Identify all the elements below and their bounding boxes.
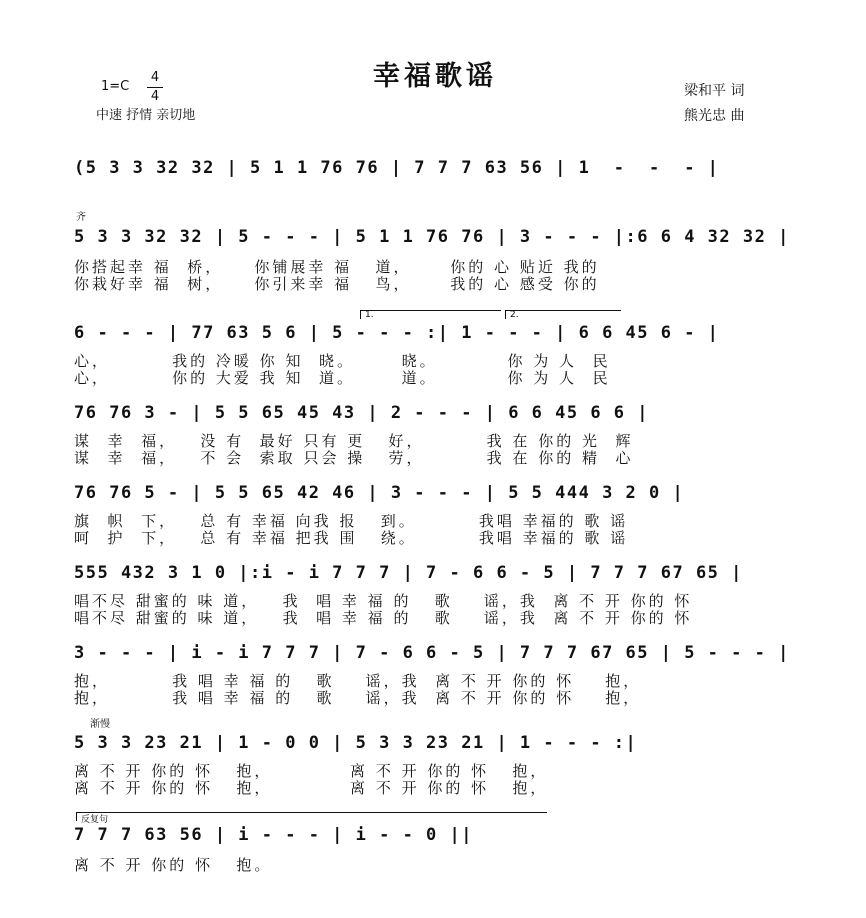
notation-line: 5 3 3 32 32 | 5 - - - | 5 1 1 76 76 | 3 - - - |:6 6 4 32 32 | [74,227,790,247]
lyric-verse-1: 唱不尽 甜蜜的 味 道， 我 唱 幸 福 的 歌 谣，我 离 不 开 你的 怀 [74,592,693,610]
time-signature-top: 4 [150,70,160,85]
lyric-verse-1: 离 不 开 你的 怀 抱， 离 不 开 你的 怀 抱， [74,762,549,780]
composer-credit: 熊光忠 曲 [684,108,745,124]
time-signature [147,70,163,105]
time-signature-bottom: 4 [150,89,160,104]
lyric-verse-2: 抱， 我 唱 幸 福 的 歌 谣，我 离 不 开 你的 怀 抱， [74,689,642,707]
lyric-verse-1: 离 不 开 你的 怀 抱。 [74,856,273,874]
repeat-phrase-label: 反复句 [81,815,109,825]
song-title: 幸福歌谣 [373,61,497,92]
lyricist-credit: 梁和平 词 [684,83,745,99]
notation-line: 6 - - - | 77 63 5 6 | 5 - - - :| 1 - - - | 6 6 45 6 - | [74,323,720,343]
lyric-verse-2: 呵 护 下， 总 有 幸福 把我 围 绕。 我唱 幸福的 歌 谣 [74,529,629,547]
unison-mark: 齐 [76,212,86,223]
lyric-verse-1: 你搭起幸 福 桥， 你铺展幸 福 道， 你的 心 贴近 我的 [74,258,600,276]
notation-line: 76 76 3 - | 5 5 65 45 43 | 2 - - - | 6 6 45 6 6 | [74,403,650,423]
notation-line: 555 432 3 1 0 |:i - i 7 7 7 | 7 - 6 6 - 5 | 7 7 7 67 65 | [74,563,743,583]
lyric-verse-1: 谋 幸 福， 没 有 最好 只有 更 好， 我 在 你的 光 辉 [74,432,634,450]
volta-first-ending [360,310,501,319]
time-signature-line [147,87,163,88]
lyric-verse-2: 心， 你的 大爱 我 知 道。 道。 你 为 人 民 [74,369,611,387]
lyric-verse-1: 旗 帜 下， 总 有 幸福 向我 报 到。 我唱 幸福的 歌 谣 [74,512,629,530]
volta-second-ending [505,310,621,319]
lyric-verse-2: 你栽好幸 福 树， 你引来幸 福 鸟， 我的 心 感受 你的 [74,275,600,293]
volta-2-label: 2. [510,310,519,320]
lyric-verse-2: 离 不 开 你的 怀 抱， 离 不 开 你的 怀 抱， [74,779,549,797]
notation-line: 5 3 3 23 21 | 1 - 0 0 | 5 3 3 23 21 | 1 - - - :| [74,733,638,753]
volta-1-label: 1. [365,310,374,320]
notation-line: 7 7 7 63 56 | i - - - | i - - 0 || [74,825,473,845]
lyric-verse-1: 抱， 我 唱 幸 福 的 歌 谣，我 离 不 开 你的 怀 抱， [74,672,642,690]
repeat-phrase-bracket [76,812,547,825]
key-signature: 1=C [101,79,130,94]
ritardando-mark: 渐慢 [90,719,110,730]
notation-line: 76 76 5 - | 5 5 65 42 46 | 3 - - - | 5 5 444 3 2 0 | [74,483,685,503]
lyric-verse-1: 心， 我的 冷暖 你 知 晓。 晓。 你 为 人 民 [74,352,611,370]
lyric-verse-2: 唱不尽 甜蜜的 味 道， 我 唱 幸 福 的 歌 谣，我 离 不 开 你的 怀 [74,609,693,627]
notation-line: 3 - - - | i - i 7 7 7 | 7 - 6 6 - 5 | 7 7 7 67 65 | 5 - - - | [74,643,790,663]
lyric-verse-2: 谋 幸 福， 不 会 索取 只会 操 劳， 我 在 你的 精 心 [74,449,634,467]
notation-line: (5 3 3 32 32 | 5 1 1 76 76 | 7 7 7 63 56 | 1 - - - | [74,158,720,178]
tempo-marking: 中速 抒情 亲切地 [96,108,196,123]
